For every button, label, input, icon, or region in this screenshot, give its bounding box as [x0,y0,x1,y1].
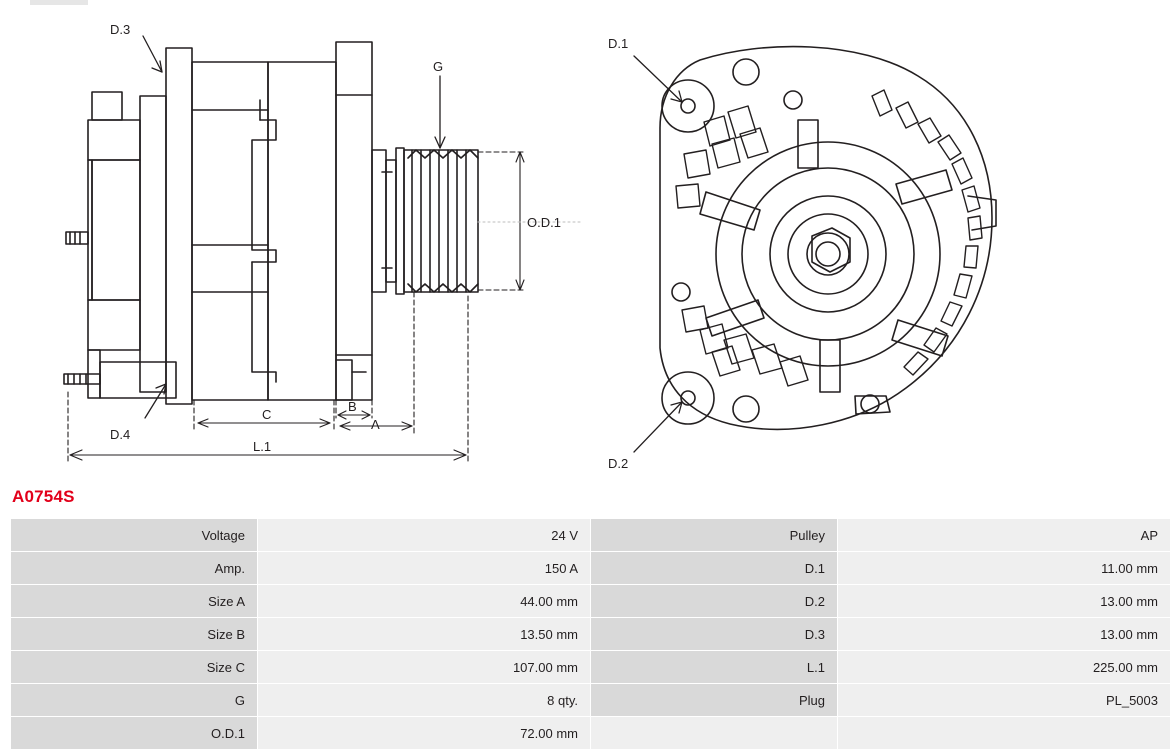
spec-label-d1: D.1 [591,552,838,585]
label-od1: O.D.1 [527,215,561,230]
spec-label-l1: L.1 [591,651,838,684]
spec-label-g: G [11,684,258,717]
label-b: B [348,399,357,414]
label-d3: D.3 [110,22,131,37]
spec-value-d3: 13.00 mm [838,618,1171,651]
label-d4: D.4 [110,427,131,442]
spec-label-amp: Amp. [11,552,258,585]
side-view-dimensions [68,152,583,462]
spec-table-body [11,519,1171,750]
spec-value-pulley: AP [838,519,1171,552]
spec-label-empty [591,717,838,750]
part-code: A0754S [12,487,75,506]
spec-value-size-a: 44.00 mm [258,585,591,618]
table-row [11,684,1171,717]
spec-label-size-b: Size B [11,618,258,651]
table-row [11,585,1171,618]
side-view-body [64,42,478,404]
spec-value-size-c: 107.00 mm [258,651,591,684]
spec-value-od1: 72.00 mm [258,717,591,750]
spec-label-plug: Plug [591,684,838,717]
spec-value-size-b: 13.50 mm [258,618,591,651]
spec-value-g: 8 qty. [258,684,591,717]
spec-label-voltage: Voltage [11,519,258,552]
spec-label-size-a: Size A [11,585,258,618]
spec-value-d1: 11.00 mm [838,552,1171,585]
spec-label-pulley: Pulley [591,519,838,552]
label-g: G [433,59,444,74]
side-view-leaders [143,36,445,418]
table-row [11,717,1171,750]
table-row [11,519,1171,552]
label-c: C [262,407,272,422]
spec-label-d2: D.2 [591,585,838,618]
table-row [11,552,1171,585]
spec-value-empty [838,717,1171,750]
spec-value-l1: 225.00 mm [838,651,1171,684]
label-d1: D.1 [608,36,629,51]
spec-table [10,518,1171,750]
spec-value-d2: 13.00 mm [838,585,1171,618]
front-view-body [660,47,996,430]
spec-label-d3: D.3 [591,618,838,651]
front-view-leaders [634,56,682,452]
spec-value-plug: PL_5003 [838,684,1171,717]
table-row [11,618,1171,651]
spec-label-od1: O.D.1 [11,717,258,750]
spec-value-voltage: 24 V [258,519,591,552]
table-row [11,651,1171,684]
spec-label-size-c: Size C [11,651,258,684]
specifications-table [10,518,1158,750]
label-a: A [371,417,380,432]
spec-value-amp: 150 A [258,552,591,585]
label-l1: L.1 [253,439,272,454]
label-d2: D.2 [608,456,629,471]
